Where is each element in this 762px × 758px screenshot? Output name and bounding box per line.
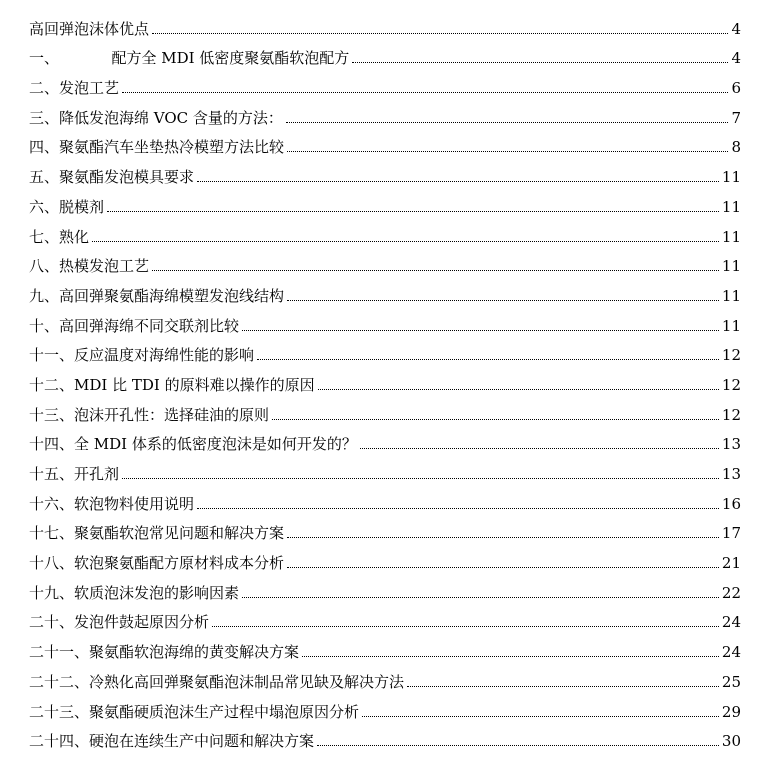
toc-entry-title[interactable]: 三、降低发泡海绵 VOC 含量的方法： — [29, 108, 283, 127]
toc-dot-leader — [257, 359, 719, 360]
toc-dot-leader — [242, 330, 719, 331]
toc-entry-page-number: 29 — [721, 702, 741, 721]
toc-entry-page-number: 12 — [721, 375, 741, 394]
toc-entry[interactable] — [29, 12, 741, 42]
toc-entry-title[interactable]: 八、热模发泡工艺 — [29, 257, 150, 276]
toc-entry-title[interactable]: 二十二、冷熟化高回弹聚氨酯泡沫制品常见缺及解决方法 — [29, 672, 405, 691]
toc-entry-page-number: 11 — [721, 316, 741, 335]
toc-entry[interactable] — [29, 250, 741, 280]
toc-dot-leader — [212, 626, 719, 627]
toc-entry-title[interactable]: 十六、软泡物料使用说明 — [29, 494, 195, 513]
toc-dot-leader — [360, 448, 719, 449]
toc-dot-leader — [317, 745, 719, 746]
toc-dot-leader — [352, 62, 728, 63]
toc-entry-title[interactable]: 十三、泡沫开孔性：选择硅油的原则 — [29, 405, 270, 424]
toc-entry-page-number: 11 — [721, 257, 741, 276]
toc-dot-leader — [286, 122, 728, 123]
toc-entry-title[interactable]: 十二、MDI 比 TDI 的原料难以操作的原因 — [29, 375, 315, 394]
toc-entry-page-number: 11 — [721, 197, 741, 216]
toc-dot-leader — [272, 419, 719, 420]
toc-entry-title[interactable]: 十一、反应温度对海绵性能的影响 — [29, 346, 255, 365]
toc-dot-leader — [197, 181, 719, 182]
toc-entry[interactable] — [29, 368, 741, 398]
toc-dot-leader — [122, 478, 719, 479]
toc-entry[interactable] — [29, 398, 741, 428]
toc-entry[interactable] — [29, 42, 741, 72]
toc-entry[interactable] — [29, 131, 741, 161]
toc-entry[interactable] — [29, 339, 741, 369]
toc-entry[interactable] — [29, 635, 741, 665]
toc-entry-title[interactable]: 五、聚氨酯发泡模具要求 — [29, 168, 195, 187]
toc-entry-page-number: 6 — [731, 79, 741, 98]
toc-entry-page-number: 4 — [731, 49, 741, 68]
toc-entry-page-number: 22 — [721, 583, 741, 602]
toc-entry-title[interactable]: 十四、全 MDI 体系的低密度泡沫是如何开发的？ — [29, 435, 357, 454]
toc-dot-leader — [318, 389, 719, 390]
toc-entry-title[interactable]: 七、熟化 — [29, 227, 90, 246]
toc-entry-title[interactable]: 二十四、硬泡在连续生产中问题和解决方案 — [29, 732, 315, 751]
toc-entry-page-number: 21 — [721, 554, 741, 573]
toc-entry-title[interactable]: 四、聚氨酯汽车坐垫热冷模塑方法比较 — [29, 138, 285, 157]
toc-dot-leader — [152, 270, 719, 271]
toc-entry-page-number: 30 — [721, 732, 741, 751]
toc-entry-title[interactable]: 十、高回弹海绵不同交联剂比较 — [29, 316, 240, 335]
toc-dot-leader — [362, 716, 719, 717]
toc-entry-title[interactable]: 十九、软质泡沫发泡的影响因素 — [29, 583, 240, 602]
toc-dot-leader — [287, 151, 728, 152]
toc-entry-page-number: 16 — [721, 494, 741, 513]
toc-entry-page-number: 24 — [721, 643, 741, 662]
toc-entry-title[interactable]: 二十、发泡件鼓起原因分析 — [29, 613, 210, 632]
toc-entry-title[interactable]: 十八、软泡聚氨酯配方原材料成本分析 — [29, 554, 285, 573]
toc-entry-page-number: 12 — [721, 405, 741, 424]
toc-entry[interactable] — [29, 725, 741, 755]
toc-entry-page-number: 11 — [721, 227, 741, 246]
toc-entry-page-number: 13 — [721, 465, 741, 483]
toc-entry[interactable] — [29, 665, 741, 695]
toc-dot-leader — [242, 597, 719, 598]
toc-dot-leader — [287, 567, 719, 568]
toc-entry-page-number: 11 — [721, 168, 741, 187]
toc-dot-leader — [152, 33, 728, 34]
toc-entry-page-number: 7 — [731, 108, 741, 127]
toc-dot-leader — [407, 686, 719, 687]
toc-dot-leader — [122, 92, 728, 93]
toc-entry-title[interactable]: 九、高回弹聚氨酯海绵模塑发泡线结构 — [29, 286, 285, 305]
toc-dot-leader — [197, 508, 719, 509]
toc-entry[interactable] — [29, 160, 741, 190]
toc-entry-title[interactable]: 一、 配方全 MDI 低密度聚氨酯软泡配方 — [29, 49, 350, 68]
toc-dot-leader — [287, 300, 719, 301]
toc-entry-title[interactable]: 二十一、聚氨酯软泡海绵的黄变解决方案 — [29, 643, 300, 662]
toc-entry-page-number: 25 — [721, 672, 741, 691]
toc-entry-title[interactable]: 十五、开孔剂 — [29, 465, 120, 483]
toc-entry-page-number: 24 — [721, 613, 741, 632]
toc-entry[interactable] — [29, 457, 741, 487]
toc-entry[interactable] — [29, 546, 741, 576]
toc-entry[interactable] — [29, 190, 741, 220]
toc-entry[interactable] — [29, 220, 741, 250]
toc-entry-title[interactable]: 高回弹泡沫体优点 — [29, 19, 150, 38]
toc-entry-page-number: 8 — [731, 138, 741, 157]
toc-entry[interactable] — [29, 101, 741, 131]
toc-entry-title[interactable]: 十七、聚氨酯软泡常见问题和解决方案 — [29, 524, 285, 543]
toc-entry[interactable] — [29, 309, 741, 339]
toc-entry-title[interactable]: 二、发泡工艺 — [29, 79, 120, 98]
toc-entry-title[interactable]: 六、脱模剂 — [29, 197, 105, 216]
toc-entry-page-number: 4 — [731, 19, 741, 38]
toc-entry[interactable] — [29, 487, 741, 517]
toc-entry[interactable] — [29, 428, 741, 458]
toc-entry[interactable] — [29, 606, 741, 636]
toc-dot-leader — [92, 241, 719, 242]
table-of-contents — [29, 12, 741, 754]
toc-entry[interactable] — [29, 279, 741, 309]
toc-dot-leader — [302, 656, 719, 657]
toc-entry[interactable] — [29, 576, 741, 606]
toc-dot-leader — [107, 211, 719, 212]
toc-entry-title[interactable]: 二十三、聚氨酯硬质泡沫生产过程中塌泡原因分析 — [29, 702, 360, 721]
toc-entry-page-number: 11 — [721, 286, 741, 305]
toc-entry[interactable] — [29, 71, 741, 101]
toc-entry[interactable] — [29, 517, 741, 547]
toc-entry-page-number: 12 — [721, 346, 741, 365]
toc-entry[interactable] — [29, 695, 741, 725]
toc-entry-page-number: 13 — [721, 435, 741, 454]
toc-entry-page-number: 17 — [721, 524, 741, 543]
toc-dot-leader — [287, 537, 719, 538]
